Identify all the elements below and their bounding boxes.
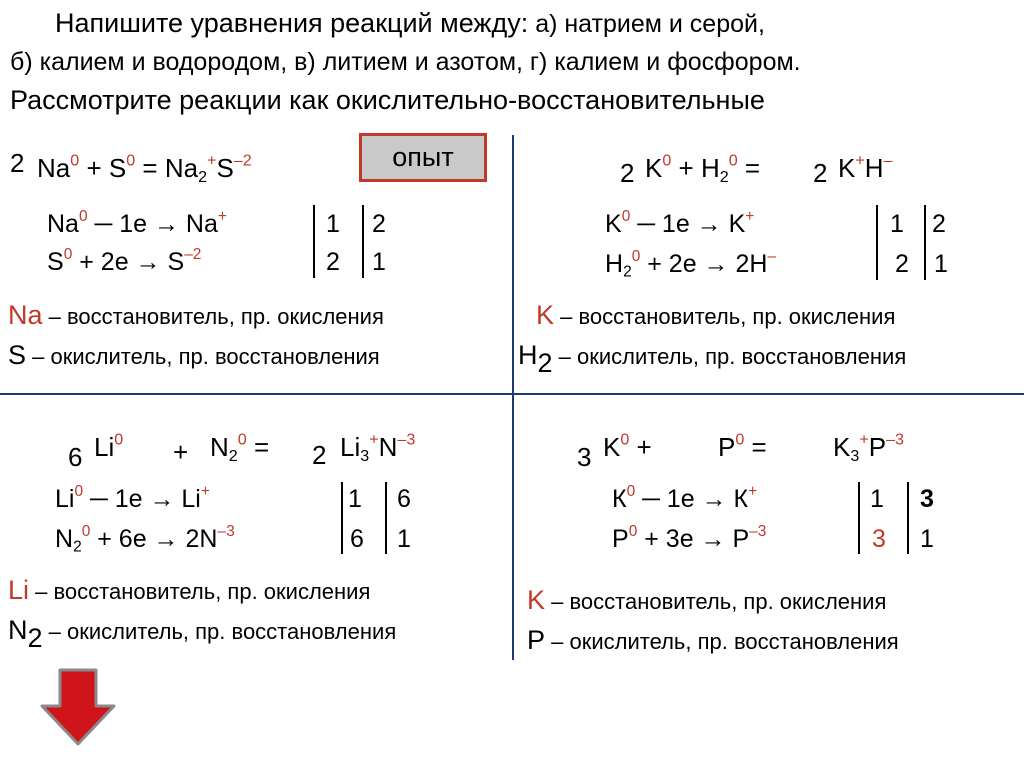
q3-equation-b: $N_2^0$ = [210,430,270,465]
down-arrow-svg [38,668,118,748]
q3-coefficient-2: 2 [312,440,327,470]
q2-half-reaction-1: $K^0$ ─ 1e → K+ [605,208,755,238]
q4-electrons-1: 1 [870,485,884,513]
q1-equation: $Na^0 + S^0 = Na_2^+S^{-2}$ [37,151,252,186]
task-heading-main: Напишите уравнения реакций между: [55,8,529,38]
q4-equation-a: $K^0$ + [603,430,652,462]
q2-half-reaction-2: $H_2^0 + 2e \to 2H^-$ [605,248,777,281]
q1-balance-line-1 [313,205,315,278]
q2-balance-line-2 [924,205,926,280]
q3-coefficient-1: 6 [68,442,83,472]
q2-reducer: K – восстановитель, пр. окисления [536,300,896,330]
q2-multiplier-1: 2 [932,210,946,238]
task-instruction: Рассмотрите реакции как окислительно-восстановительные [10,85,765,115]
q3-multiplier-1: 6 [397,485,411,513]
q3-half-reaction-1: Li$^0$ ─ 1e → Li+ [55,483,210,513]
task-heading-a: а) натрием и серой, [528,10,765,38]
task-list: б) калием и водородом, в) литием и азотом, г) калием и фосфором. [10,48,801,76]
task-heading [55,8,765,39]
q3-electrons-2: 6 [350,525,364,553]
q4-balance-line-1 [858,482,860,554]
q4-half-reaction-2: $P^0 + 3e \to P^{-3}$ [612,523,767,553]
q3-equation-plus: + [173,437,189,467]
vertical-divider [512,135,514,660]
q3-balance-line-1 [341,482,343,554]
q2-multiplier-2: 1 [934,250,948,278]
q4-oxidizer: P – окислитель, пр. восстановления [527,625,899,655]
q1-multiplier-2: 1 [372,248,386,276]
q1-balance-line-2 [362,205,364,278]
down-arrow-icon[interactable] [38,668,118,753]
q4-half-reaction-1: $К^0$ ─ 1e → К+ [612,483,758,513]
q2-electrons-2: 2 [895,250,909,278]
q4-coefficient: 3 [577,442,592,472]
q2-equation-left: $K^0 + H_2^0$ = [645,151,761,186]
q2-coefficient-1: 2 [620,158,635,188]
q1-half-reaction-1: Na$^0$ ─ 1e → Na+ [47,208,227,238]
q2-equation-right: K+H– [838,151,893,183]
q1-half-reaction-2: $S^0 + 2e \to S^{-2}$ [47,246,202,276]
q2-coefficient-2: 2 [813,158,828,188]
q1-reducer: Na – восстановитель, пр. окисления [8,300,384,330]
experiment-button[interactable]: опыт [359,133,487,182]
q3-half-reaction-2: $N_2^0 + 6e \to 2N^{-3}$ [55,523,235,556]
q2-oxidizer: $H_2$ – окислитель, пр. восстановления [518,340,907,379]
q1-oxidizer: S – окислитель, пр. восстановления [8,340,380,370]
q1-multiplier-1: 2 [372,210,386,238]
q4-equation-b: $P^0$ = [718,430,767,462]
q4-reducer: K – восстановитель, пр. окисления [527,585,887,615]
q2-balance-line-1 [876,205,878,280]
q1-electrons-2: 2 [326,248,340,276]
horizontal-divider [0,393,1024,395]
q2-electrons-1: 1 [890,210,904,238]
q4-equation-product: $K_3^+P^{-3}$ [833,430,904,465]
q3-multiplier-2: 1 [397,525,411,553]
q1-coefficient: 2 [10,148,25,178]
q1-electrons-1: 1 [326,210,340,238]
q3-balance-line-2 [385,482,387,554]
q3-equation-product: $Li_3^+N^{-3}$ [340,430,416,465]
q4-electrons-2: 3 [872,525,886,553]
q4-balance-line-2 [907,482,909,554]
q3-equation-a: Li$^0$ [94,430,124,462]
q3-electrons-1: 1 [348,485,362,513]
q3-oxidizer: $N_2$ – окислитель, пр. восстановления [8,615,397,654]
q4-multiplier-1: 3 [920,485,934,513]
q4-multiplier-2: 1 [920,525,934,553]
q3-reducer: Li – восстановитель, пр. окисления [8,575,371,605]
